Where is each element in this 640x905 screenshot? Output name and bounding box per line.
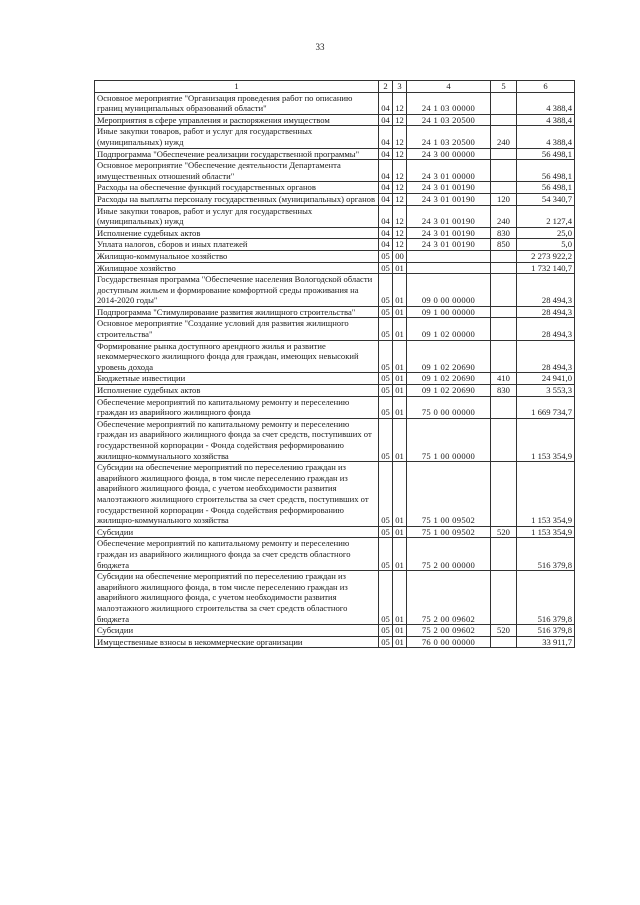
row-amount: 4 388,4 [517,114,575,126]
row-amount: 56 498,1 [517,182,575,194]
header-cell: 3 [393,81,407,93]
row-section: 05 [379,250,393,262]
row-section: 05 [379,625,393,637]
row-section: 04 [379,160,393,182]
row-subsection: 12 [393,182,407,194]
row-name: Субсидии на обеспечение мероприятий по переселению граждан из аварийного жилищного фонда, в том числе переселению граждан из аварийного жилищного фонда, с учетом необходимости развития малоэтажного жилищного строительства за счет средств, поступивших от государственной корпорации - Фонда содействия реформированию жилищно-коммунального хозяйства [95,462,379,527]
page-number: 33 [315,42,325,52]
row-subsection: 01 [393,538,407,571]
row-expense-type: 830 [491,227,517,239]
row-section: 05 [379,340,393,373]
table-row [95,114,575,126]
row-target-code: 09 1 02 20690 [407,340,491,373]
table-row [95,625,575,637]
row-subsection: 12 [393,148,407,160]
row-expense-type [491,318,517,340]
row-section: 05 [379,538,393,571]
table-row [95,250,575,262]
row-name: Субсидии [95,526,379,538]
row-subsection: 12 [393,126,407,148]
row-expense-type [491,114,517,126]
table-row [95,340,575,373]
row-target-code: 75 1 00 09502 [407,462,491,527]
row-section: 05 [379,373,393,385]
table-row [95,182,575,194]
row-section: 05 [379,418,393,461]
row-section: 04 [379,148,393,160]
row-section: 05 [379,571,393,625]
row-target-code: 24 3 01 00190 [407,182,491,194]
row-target-code: 76 0 00 00000 [407,636,491,648]
table-row [95,274,575,307]
row-target-code [407,262,491,274]
row-target-code: 24 3 01 00190 [407,239,491,251]
row-name: Основное мероприятие "Организация проведения работ по описанию границ муниципальных образований области" [95,92,379,114]
table-row [95,538,575,571]
row-expense-type [491,571,517,625]
row-target-code: 75 2 00 09602 [407,625,491,637]
row-expense-type [491,340,517,373]
row-subsection: 01 [393,373,407,385]
row-target-code: 75 0 00 00000 [407,396,491,418]
row-name: Формирование рынка доступного арендного жилья и развитие некоммерческого жилищного фонда для граждан, имеющих невысокий уровень дохода [95,340,379,373]
row-amount: 25,0 [517,227,575,239]
row-section: 05 [379,262,393,274]
row-target-code: 75 1 00 00000 [407,418,491,461]
row-amount: 5,0 [517,239,575,251]
row-amount: 516 379,8 [517,538,575,571]
row-expense-type [491,306,517,318]
row-amount: 516 379,8 [517,571,575,625]
row-name: Основное мероприятие "Создание условий для развития жилищного строительства" [95,318,379,340]
row-name: Подпрограмма "Обеспечение реализации государственной программы" [95,148,379,160]
row-expense-type [491,182,517,194]
row-expense-type: 830 [491,385,517,397]
table-row [95,385,575,397]
row-subsection: 01 [393,396,407,418]
row-amount: 4 388,4 [517,92,575,114]
table-row [95,262,575,274]
table-row [95,160,575,182]
row-name: Уплата налогов, сборов и иных платежей [95,239,379,251]
row-amount: 28 494,3 [517,318,575,340]
row-name: Расходы на обеспечение функций государственных органов [95,182,379,194]
row-subsection: 01 [393,526,407,538]
row-expense-type [491,160,517,182]
row-subsection: 01 [393,418,407,461]
row-name: Иные закупки товаров, работ и услуг для государственных (муниципальных) нужд [95,205,379,227]
row-name: Бюджетные инвестиции [95,373,379,385]
row-subsection: 01 [393,340,407,373]
row-target-code: 24 1 03 20500 [407,126,491,148]
row-expense-type [491,250,517,262]
row-section: 05 [379,462,393,527]
row-name: Государственная программа "Обеспечение населения Вологодской области доступным жильем и формирование комфортной среды проживания на 2014-2020 годы" [95,274,379,307]
row-section: 05 [379,385,393,397]
row-subsection: 01 [393,571,407,625]
row-expense-type: 520 [491,526,517,538]
table-row [95,306,575,318]
row-amount: 28 494,3 [517,340,575,373]
row-expense-type [491,418,517,461]
row-amount: 3 553,3 [517,385,575,397]
row-target-code: 24 3 00 00000 [407,148,491,160]
row-amount: 4 388,4 [517,126,575,148]
row-amount: 2 273 922,2 [517,250,575,262]
row-amount: 1 153 354,9 [517,418,575,461]
row-section: 05 [379,396,393,418]
row-section: 04 [379,239,393,251]
row-amount: 2 127,4 [517,205,575,227]
row-subsection: 12 [393,114,407,126]
row-section: 05 [379,636,393,648]
budget-table [94,80,575,648]
row-amount: 33 911,7 [517,636,575,648]
row-target-code: 09 1 02 00000 [407,318,491,340]
row-name: Жилищное хозяйство [95,262,379,274]
row-expense-type [491,636,517,648]
table-row [95,148,575,160]
row-subsection: 12 [393,227,407,239]
row-amount: 56 498,1 [517,148,575,160]
row-amount: 54 340,7 [517,193,575,205]
row-expense-type: 850 [491,239,517,251]
row-name: Обеспечение мероприятий по капитальному ремонту и переселению граждан из аварийного жилищного фонда [95,396,379,418]
row-expense-type [491,148,517,160]
row-section: 04 [379,205,393,227]
table-row [95,571,575,625]
row-section: 04 [379,227,393,239]
row-expense-type: 410 [491,373,517,385]
row-name: Жилищно-коммунальное хозяйство [95,250,379,262]
table-row [95,462,575,527]
row-target-code: 09 1 02 20690 [407,385,491,397]
row-subsection: 12 [393,205,407,227]
row-section: 04 [379,126,393,148]
row-section: 05 [379,274,393,307]
row-section: 05 [379,318,393,340]
row-name: Обеспечение мероприятий по капитальному ремонту и переселению граждан из аварийного жилищного фонда за счет средств областного бюджета [95,538,379,571]
row-amount: 1 732 140,7 [517,262,575,274]
row-section: 05 [379,306,393,318]
table-row [95,193,575,205]
row-name: Подпрограмма "Стимулирование развития жилищного строительства" [95,306,379,318]
row-subsection: 01 [393,274,407,307]
row-subsection: 12 [393,92,407,114]
row-subsection: 00 [393,250,407,262]
row-expense-type [491,262,517,274]
table-row [95,526,575,538]
row-name: Расходы на выплаты персоналу государственных (муниципальных) органов [95,193,379,205]
row-subsection: 12 [393,193,407,205]
row-target-code: 24 1 03 00000 [407,92,491,114]
row-subsection: 12 [393,239,407,251]
row-subsection: 01 [393,318,407,340]
row-target-code: 09 1 00 00000 [407,306,491,318]
row-expense-type [491,396,517,418]
row-subsection: 01 [393,262,407,274]
row-target-code: 09 1 02 20690 [407,373,491,385]
row-target-code: 75 1 00 09502 [407,526,491,538]
row-name: Субсидии [95,625,379,637]
row-expense-type [491,538,517,571]
row-expense-type: 120 [491,193,517,205]
row-section: 04 [379,193,393,205]
row-name: Исполнение судебных актов [95,385,379,397]
row-target-code [407,250,491,262]
row-expense-type [491,92,517,114]
row-amount: 24 941,0 [517,373,575,385]
row-amount: 1 153 354,9 [517,462,575,527]
row-amount: 516 379,8 [517,625,575,637]
row-name: Обеспечение мероприятий по капитальному ремонту и переселению граждан из аварийного жилищного фонда за счет средств, поступивших от государственной корпорации - Фонда содействия реформированию жилищно-коммунального хозяйства [95,418,379,461]
row-subsection: 01 [393,636,407,648]
row-amount: 28 494,3 [517,306,575,318]
row-section: 04 [379,114,393,126]
header-row [95,81,575,93]
row-target-code: 24 3 01 00190 [407,227,491,239]
table-row [95,239,575,251]
row-expense-type: 240 [491,205,517,227]
header-cell: 1 [95,81,379,93]
row-target-code: 24 3 01 00190 [407,205,491,227]
row-expense-type [491,462,517,527]
row-name: Исполнение судебных актов [95,227,379,239]
row-target-code: 75 2 00 00000 [407,538,491,571]
row-amount: 1 153 354,9 [517,526,575,538]
row-subsection: 12 [393,160,407,182]
table-row [95,92,575,114]
row-subsection: 01 [393,462,407,527]
row-amount: 56 498,1 [517,160,575,182]
row-subsection: 01 [393,306,407,318]
row-target-code: 24 1 03 20500 [407,114,491,126]
table-row [95,227,575,239]
row-target-code: 24 3 01 00190 [407,193,491,205]
row-section: 04 [379,92,393,114]
row-expense-type: 520 [491,625,517,637]
header-cell: 6 [517,81,575,93]
row-expense-type [491,274,517,307]
row-section: 05 [379,526,393,538]
table-row [95,373,575,385]
header-cell: 5 [491,81,517,93]
table-row [95,205,575,227]
row-amount: 28 494,3 [517,274,575,307]
table-row [95,318,575,340]
row-name: Иные закупки товаров, работ и услуг для государственных (муниципальных) нужд [95,126,379,148]
table-row [95,418,575,461]
row-target-code: 09 0 00 00000 [407,274,491,307]
row-name: Мероприятия в сфере управления и распоряжения имуществом [95,114,379,126]
row-subsection: 01 [393,385,407,397]
row-subsection: 01 [393,625,407,637]
row-name: Имущественные взносы в некоммерческие организации [95,636,379,648]
table-row [95,126,575,148]
row-name: Субсидии на обеспечение мероприятий по переселению граждан из аварийного жилищного фонда, в том числе переселению граждан из аварийного жилищного фонда, с учетом необходимости развития малоэтажного жилищного строительства за счет средств областного бюджета [95,571,379,625]
row-section: 04 [379,182,393,194]
header-cell: 4 [407,81,491,93]
table-row [95,636,575,648]
row-target-code: 24 3 01 00000 [407,160,491,182]
header-cell: 2 [379,81,393,93]
table-row [95,396,575,418]
row-target-code: 75 2 00 09602 [407,571,491,625]
row-expense-type: 240 [491,126,517,148]
row-name: Основное мероприятие "Обеспечение деятельности Департамента имущественных отношений области" [95,160,379,182]
row-amount: 1 669 734,7 [517,396,575,418]
